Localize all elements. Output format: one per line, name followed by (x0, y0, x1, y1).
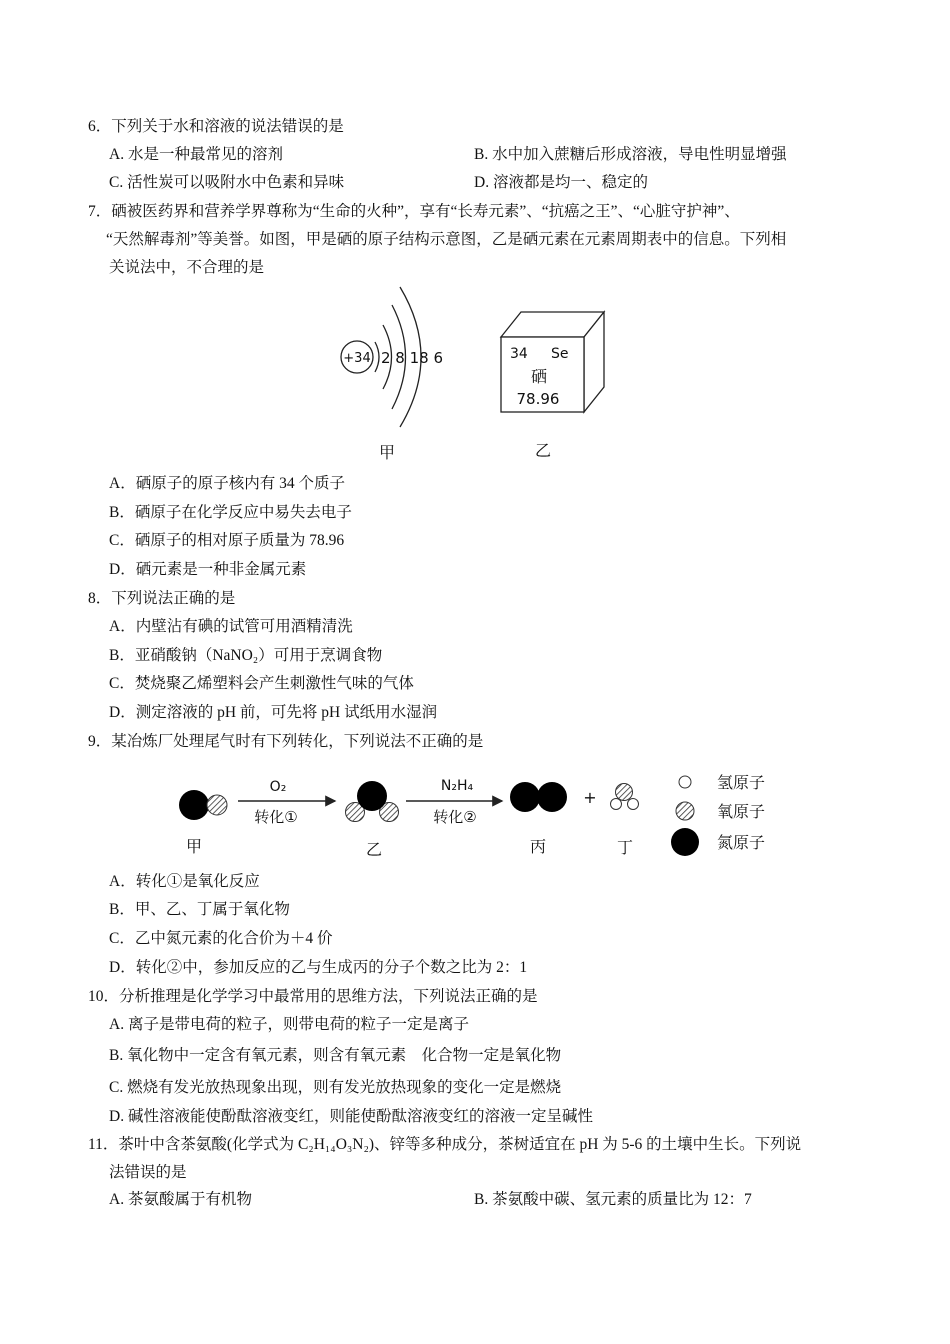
plus-sign: + (583, 788, 597, 807)
q8-option-d: D．测定溶液的 pH 前，可先将 pH 试纸用水湿润 (109, 704, 438, 721)
nucleus-charge: +34 (343, 351, 371, 366)
element-name: 硒 (530, 367, 548, 386)
legend-nitrogen-label: 氮原子 (717, 833, 766, 852)
label-jia-9: 甲 (185, 837, 203, 856)
legend-oxygen-icon (676, 802, 694, 820)
q8-option-a: A．内壁沾有碘的试管可用酒精清洗 (109, 618, 353, 635)
q6-option-a: A. 水是一种最常见的溶剂 (109, 146, 283, 163)
selenium-figure (330, 280, 630, 465)
q9-stem: 9．某冶炼厂处理尾气时有下列转化，下列说法不正确的是 (88, 733, 484, 750)
q9-option-a: A．转化①是氧化反应 (109, 873, 260, 890)
legend-hydrogen-icon (679, 776, 691, 788)
q11-stem-line2: 法错误的是 (109, 1164, 187, 1181)
q7-stem-line3: 关说法中，不合理的是 (109, 259, 265, 276)
legend (671, 773, 765, 856)
nitrogen-atom-icon (179, 790, 209, 820)
atomic-number: 34 (510, 346, 528, 362)
molecule-bing (510, 782, 567, 812)
q7-option-a: A．硒原子的原子核内有 34 个质子 (109, 475, 345, 492)
q10-option-b: B. 氧化物中一定含有氧元素，则含有氧元素 化合物一定是氧化物 (109, 1047, 562, 1064)
q11-option-b: B. 茶氨酸中碳、氢元素的质量比为 12：7 (474, 1191, 752, 1208)
q10-option-a: A. 离子是带电荷的粒子，则带电荷的粒子一定是离子 (109, 1016, 469, 1033)
label-yi-7: 乙 (534, 441, 552, 460)
step-2-label: 转化② (433, 808, 477, 826)
q7-option-b: B．硒原子在化学反应中易失去电子 (109, 504, 352, 521)
reagent-o2: O₂ (269, 779, 287, 795)
q10-option-c: C. 燃烧有发光放热现象出现，则有发光放热现象的变化一定是燃烧 (109, 1079, 562, 1096)
element-symbol: Se (551, 346, 569, 362)
q11-stem-line1: 11．茶叶中含茶氨酸(化学式为 C₂H₁₄O₃N₂)、锌等多种成分，茶树适宜在 pH 为 5-6 的土壤中生长。下列说 (88, 1136, 802, 1153)
reaction-figure (170, 760, 790, 865)
q8-option-c: C．焚烧聚乙烯塑料会产生刺激性气味的气体 (109, 675, 414, 692)
nitrogen-atom-icon (357, 781, 387, 811)
step-1-label: 转化① (254, 808, 298, 826)
molecule-ding (611, 784, 639, 810)
q8-option-b: B．亚硝酸钠（NaNO₂）可用于烹调食物 (109, 647, 383, 664)
q10-option-d: D. 碱性溶液能使酚酞溶液变红，则能使酚酞溶液变红的溶液一定呈碱性 (109, 1108, 593, 1125)
q11-option-a: A. 茶氨酸属于有机物 (109, 1191, 252, 1208)
hydrogen-atom-icon (628, 799, 639, 810)
legend-oxygen-label: 氧原子 (717, 802, 766, 821)
q9-option-b: B．甲、乙、丁属于氧化物 (109, 901, 290, 918)
q6-option-b: B. 水中加入蔗糖后形成溶液，导电性明显增强 (474, 146, 787, 163)
q7-stem-line1: 7．硒被医药界和营养学界尊称为“生命的火种”，享有“长寿元素”、“抗癌之王”、“心脏守护神”、 (88, 203, 740, 220)
nitrogen-atom-icon (510, 782, 540, 812)
q9-option-d: D．转化②中，参加反应的乙与生成丙的分子个数之比为 2：1 (109, 959, 528, 976)
oxygen-atom-icon (616, 784, 633, 801)
hydrogen-atom-icon (611, 799, 622, 810)
molecule-yi (346, 781, 399, 822)
q7-option-c: C．硒原子的相对原子质量为 78.96 (109, 532, 345, 549)
q9-option-c: C．乙中氮元素的化合价为＋4 价 (109, 930, 333, 947)
nitrogen-atom-icon (537, 782, 567, 812)
q6-option-c: C. 活性炭可以吸附水中色素和异味 (109, 174, 345, 191)
label-yi-9: 乙 (365, 840, 383, 859)
q10-stem: 10．分析推理是化学学习中最常用的思维方法，下列说法正确的是 (88, 988, 538, 1005)
label-ding-9: 丁 (616, 838, 634, 857)
label-jia-7: 甲 (378, 443, 396, 462)
oxygen-atom-icon (207, 795, 227, 815)
q7-stem-line2: “天然解毒剂”等美誉。如图，甲是硒的原子结构示意图，乙是硒元素在元素周期表中的信息。下列相 (106, 231, 787, 248)
q6-option-d: D. 溶液都是均一、稳定的 (474, 174, 648, 191)
molecule-jia (179, 790, 227, 820)
q8-stem: 8．下列说法正确的是 (88, 590, 236, 607)
label-bing-9: 丙 (529, 837, 547, 856)
q6-stem: 6．下列关于水和溶液的说法错误的是 (88, 118, 344, 135)
reagent-n2h4: N₂H₄ (440, 778, 474, 794)
electron-shell-1 (375, 342, 379, 372)
legend-nitrogen-icon (671, 828, 699, 856)
electron-config: 2 8 18 6 (381, 349, 444, 367)
q7-option-d: D．硒元素是一种非金属元素 (109, 561, 307, 578)
legend-hydrogen-label: 氢原子 (717, 773, 766, 792)
atomic-mass: 78.96 (516, 390, 560, 408)
